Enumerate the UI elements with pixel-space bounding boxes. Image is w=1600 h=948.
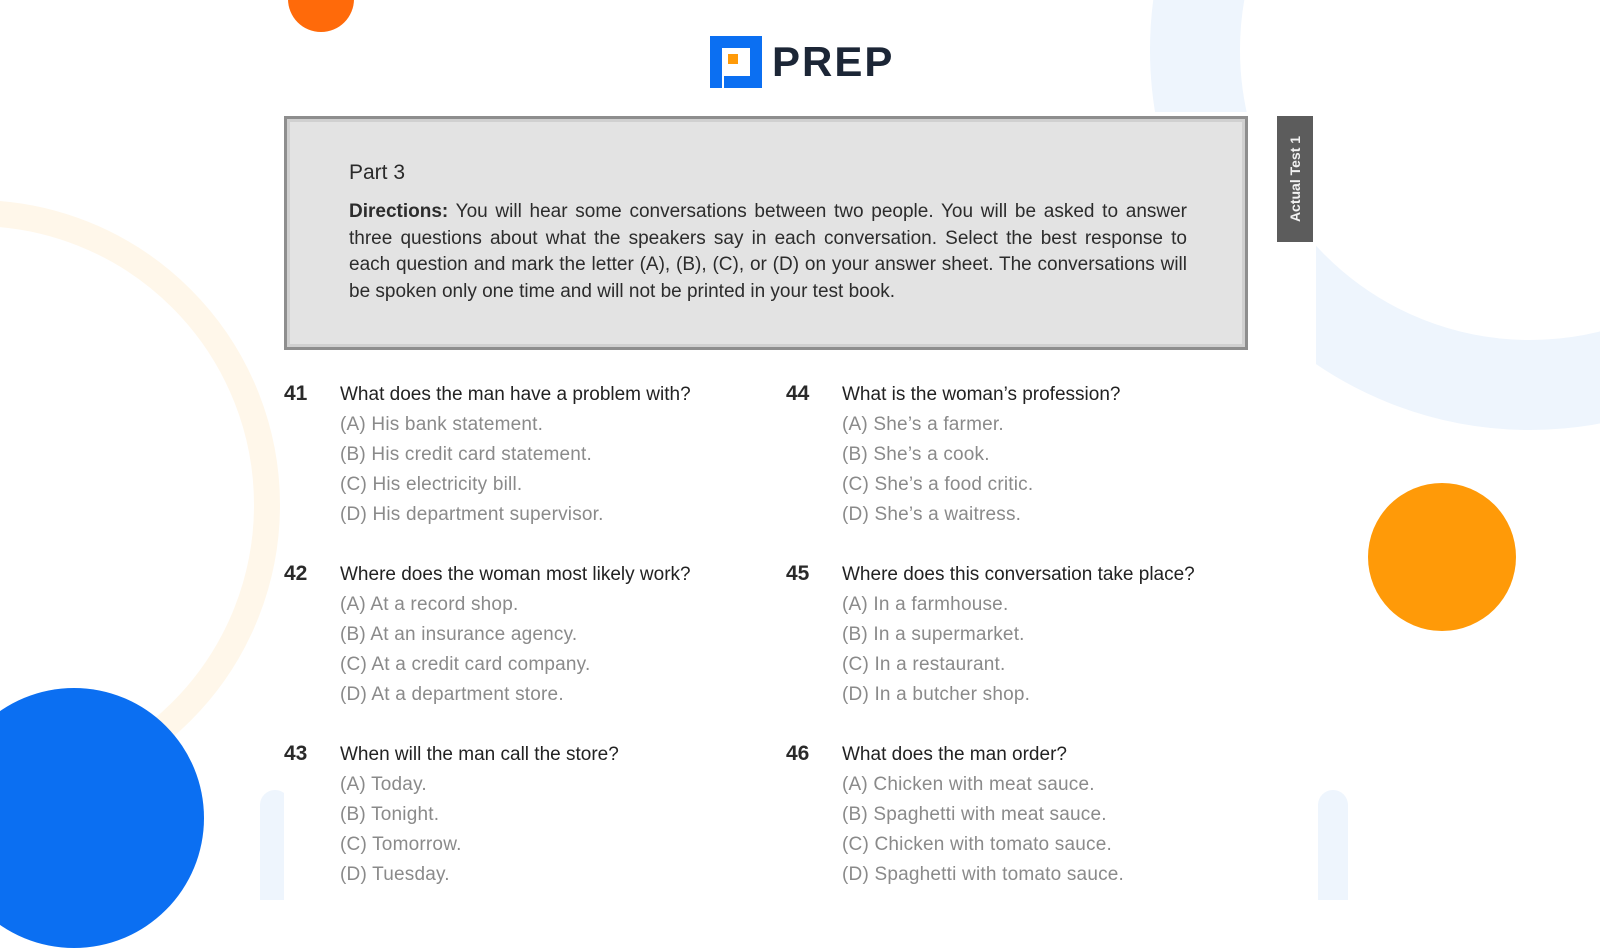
- prep-logo-icon: [710, 36, 762, 88]
- answer-option-c[interactable]: (C) Tomorrow.: [340, 834, 462, 855]
- directions-paragraph: [349, 199, 1187, 305]
- answer-option-a[interactable]: (A) Today.: [340, 774, 427, 795]
- answer-option-c[interactable]: (C) In a restaurant.: [842, 654, 1006, 675]
- decorative-circle-orange-top: [288, 0, 354, 32]
- decorative-circle-orange-right: [1368, 483, 1516, 631]
- question-number: 41: [284, 382, 308, 405]
- side-tab-label: Actual Test 1: [1287, 135, 1304, 223]
- answer-option-d[interactable]: (D) In a butcher shop.: [842, 684, 1031, 705]
- question-number: 43: [284, 742, 308, 765]
- directions-body: You will hear some conversations between two people. You will be asked to answer three questions about what the speakers say in each conversation. Select the best response to each question and mark the letter (A), (B), (C), or (D) on your answer sheet. The conversations will be spoken only one time and will not be printed in your test book.: [349, 201, 1188, 302]
- decorative-arc-bottom-right: [1318, 790, 1348, 900]
- question-text: What does the man order?: [842, 744, 1067, 765]
- question-text: Where does this conversation take place?: [842, 564, 1195, 585]
- question-44: [786, 382, 1256, 532]
- answer-option-c[interactable]: (C) Chicken with tomato sauce.: [842, 834, 1112, 855]
- answer-option-b[interactable]: (B) In a supermarket.: [842, 624, 1025, 645]
- question-46: [786, 742, 1256, 892]
- directions-box: [284, 116, 1248, 350]
- part-title: Part 3: [349, 161, 406, 184]
- answer-option-a[interactable]: (A) She’s a farmer.: [842, 414, 1004, 435]
- directions-label: Directions:: [349, 201, 449, 222]
- question-43: [284, 742, 754, 892]
- question-number: 46: [786, 742, 810, 765]
- question-number: 45: [786, 562, 810, 585]
- answer-option-d[interactable]: (D) His department supervisor.: [340, 504, 604, 525]
- question-42: [284, 562, 754, 712]
- question-45: [786, 562, 1256, 712]
- test-page-scan: [284, 112, 1316, 912]
- answer-option-a[interactable]: (A) At a record shop.: [340, 594, 519, 615]
- question-text: What does the man have a problem with?: [340, 384, 691, 405]
- answer-option-b[interactable]: (B) She’s a cook.: [842, 444, 990, 465]
- answer-option-a[interactable]: (A) His bank statement.: [340, 414, 544, 435]
- answer-option-b[interactable]: (B) Tonight.: [340, 804, 440, 825]
- answer-option-a[interactable]: (A) In a farmhouse.: [842, 594, 1009, 615]
- question-number: 44: [786, 382, 810, 405]
- question-text: Where does the woman most likely work?: [340, 564, 691, 585]
- question-text: What is the woman’s profession?: [842, 384, 1121, 405]
- question-number: 42: [284, 562, 308, 585]
- answer-option-d[interactable]: (D) Tuesday.: [340, 864, 450, 885]
- answer-option-d[interactable]: (D) She’s a waitress.: [842, 504, 1022, 525]
- answer-option-a[interactable]: (A) Chicken with meat sauce.: [842, 774, 1095, 795]
- answer-option-c[interactable]: (C) She’s a food critic.: [842, 474, 1034, 495]
- answer-option-c[interactable]: (C) At a credit card company.: [340, 654, 591, 675]
- answer-option-b[interactable]: (B) At an insurance agency.: [340, 624, 578, 645]
- brand-name: PREP: [772, 38, 895, 85]
- section-side-tab: [1277, 116, 1313, 242]
- answer-option-b[interactable]: (B) Spaghetti with meat sauce.: [842, 804, 1107, 825]
- question-text: When will the man call the store?: [340, 744, 619, 765]
- answer-option-b[interactable]: (B) His credit card statement.: [340, 444, 593, 465]
- brand-logo: [710, 36, 894, 88]
- answer-option-d[interactable]: (D) Spaghetti with tomato sauce.: [842, 864, 1125, 885]
- question-41: [284, 382, 754, 532]
- answer-option-d[interactable]: (D) At a department store.: [340, 684, 564, 705]
- answer-option-c[interactable]: (C) His electricity bill.: [340, 474, 523, 495]
